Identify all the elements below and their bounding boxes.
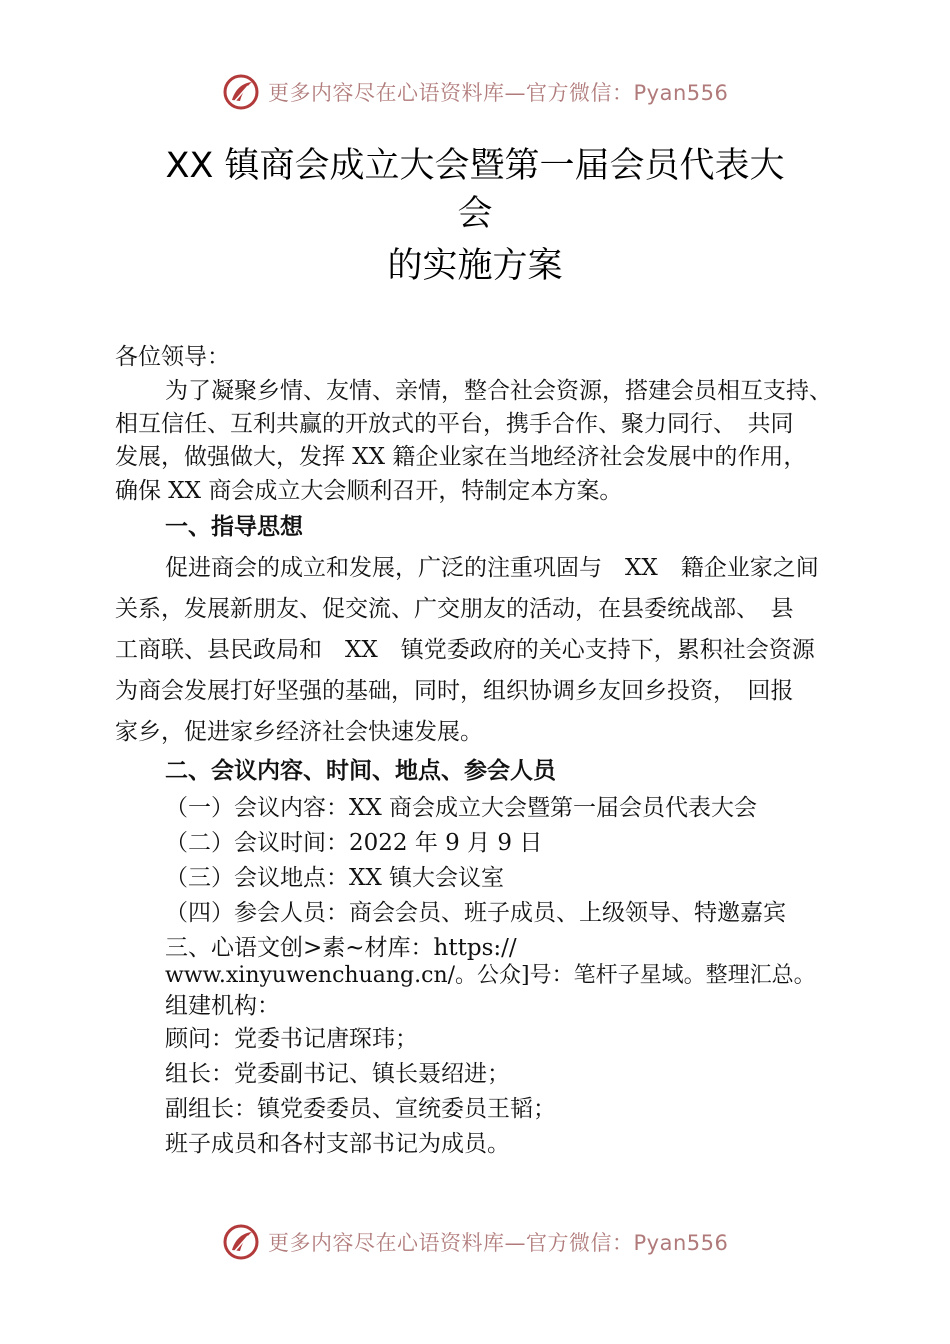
brand-logo-icon xyxy=(222,1223,260,1261)
section2-item: （二）会议时间：2022 年 9 月 9 日 xyxy=(165,830,543,856)
section3-line: 组长：党委副书记、镇长聂绍进； xyxy=(165,1061,510,1087)
section2-item: （一）会议内容：XX 商会成立大会暨第一届会员代表大会 xyxy=(165,795,758,821)
section1-line: 关系，发展新朋友、促交流、广交朋友的活动，在县委统战部、 县 xyxy=(115,596,794,622)
header-banner-text: 更多内容尽在心语资料库—官方微信：Pyan556 xyxy=(268,81,729,105)
section2-heading: 二、会议内容、时间、地点、参会人员 xyxy=(165,758,556,784)
footer-banner-text: 更多内容尽在心语资料库—官方微信：Pyan556 xyxy=(268,1231,729,1255)
section1-line: 家乡，促进家乡经济社会快速发展。 xyxy=(115,719,483,745)
section3-line: 顾问：党委书记唐琛玮； xyxy=(165,1026,418,1052)
page-title xyxy=(0,142,950,290)
section3-line: 三、心语文创>素~材库：https:// xyxy=(165,935,517,961)
header-banner xyxy=(222,72,728,112)
intro-line: 发展，做强做大，发挥 XX 籍企业家在当地经济社会发展中的作用， xyxy=(115,444,807,470)
section2-item: （四）参会人员：商会会员、班子成员、上级领导、特邀嘉宾 xyxy=(165,900,786,926)
section1-heading: 一、指导思想 xyxy=(165,514,303,540)
section1-line: 工商联、县民政局和 XX 镇党委政府的关心支持下，累积社会资源 xyxy=(115,637,815,663)
section1-line: 促进商会的成立和发展，广泛的注重巩固与 XX 籍企业家之间 xyxy=(165,555,819,581)
section2-item: （三）会议地点：XX 镇大会议室 xyxy=(165,865,505,891)
salutation: 各位领导： xyxy=(115,344,230,370)
title-line-2: 会 xyxy=(457,194,493,234)
footer-banner xyxy=(222,1222,728,1262)
intro-line: 确保 XX 商会成立大会顺利召开，特制定本方案。 xyxy=(115,478,623,504)
intro-line: 相互信任、互利共赢的开放式的平台，携手合作、聚力同行、 共同 xyxy=(115,411,794,437)
section3-line: 副组长：镇党委委员、宣统委员王韬； xyxy=(165,1096,556,1122)
section3-line: 班子成员和各村支部书记为成员。 xyxy=(165,1131,510,1157)
brand-logo-icon xyxy=(222,73,260,111)
title-line-3: 的实施方案 xyxy=(387,246,563,286)
title-line-1: XX 镇商会成立大会暨第一届会员代表大 xyxy=(165,146,785,186)
section3-line: 组建机构： xyxy=(165,993,280,1019)
section1-line: 为商会发展打好坚强的基础，同时，组织协调乡友回乡投资， 回报 xyxy=(115,678,794,704)
intro-line: 为了凝聚乡情、友情、亲情，整合社会资源，搭建会员相互支持、 xyxy=(165,378,832,404)
section3-line: www.xinyuwenchuang.cn/。公众]号：笔杆子星域。整理汇总。 xyxy=(165,963,816,988)
